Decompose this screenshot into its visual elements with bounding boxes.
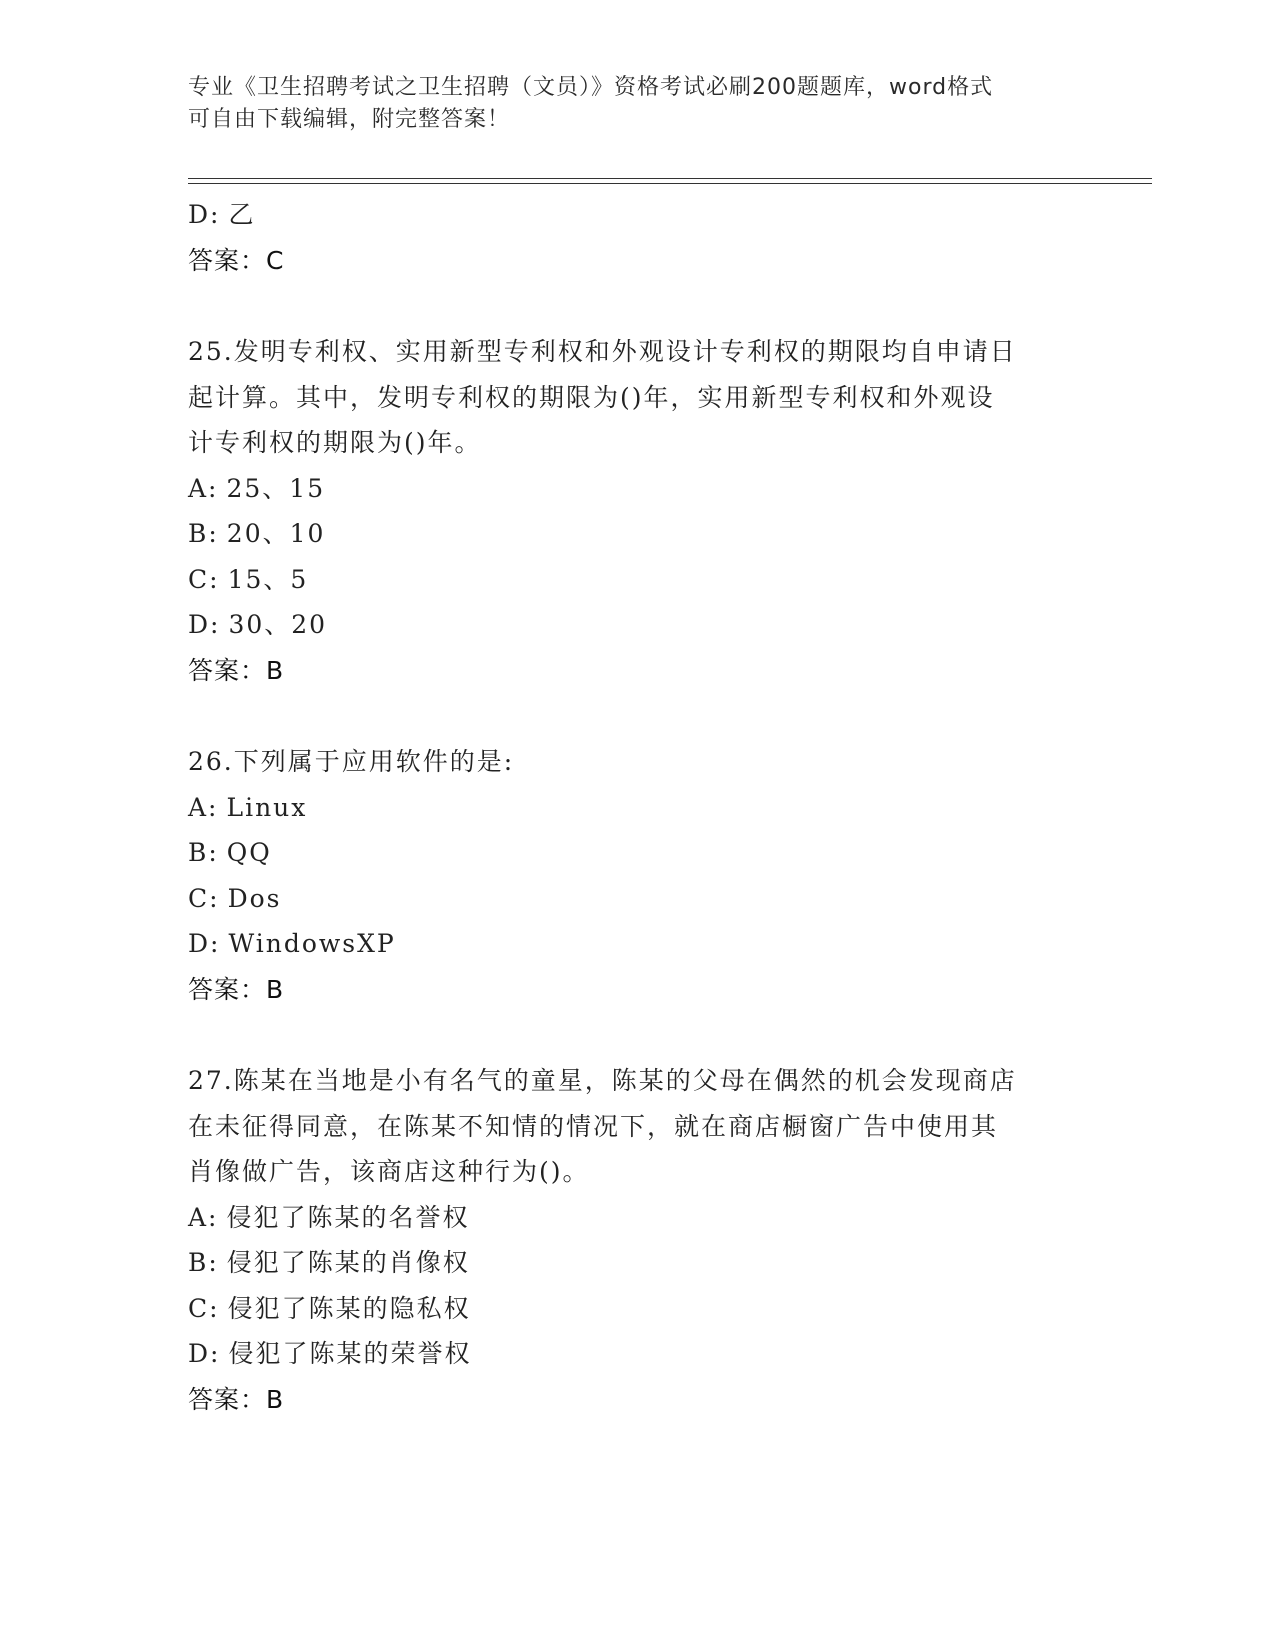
option-label: D: [188, 610, 221, 639]
question-26-option-d [188, 921, 1088, 967]
header-line-1: 专业《卫生招聘考试之卫生招聘（文员）》资格考试必刷200题题库，word格式 [188, 75, 994, 100]
question-25 [188, 329, 1088, 693]
question-25-option-b [188, 511, 1088, 557]
prev-option-d [188, 192, 1088, 238]
question-25-text-line-1: 25.发明专利权、实用新型专利权和外观设计专利权的期限均自申请日 [188, 337, 1017, 366]
question-26-option-c [188, 876, 1088, 922]
option-label: D: [188, 929, 221, 958]
question-27-option-c [188, 1286, 1088, 1332]
option-text: 侵犯了陈某的荣誉权 [228, 1339, 472, 1368]
option-text: 乙 [228, 200, 256, 229]
option-label: B: [188, 1248, 219, 1277]
option-label: A: [188, 1202, 219, 1232]
header-divider-bottom [188, 183, 1152, 184]
question-27-option-d [188, 1331, 1088, 1377]
question-26-answer: 答案：B [188, 974, 285, 1004]
question-25-option-d [188, 602, 1088, 648]
question-25-option-a [188, 466, 1088, 512]
option-label: C: [188, 564, 220, 594]
question-25-option-c [188, 557, 1088, 603]
option-label: B: [188, 838, 219, 867]
option-text: 25、15 [226, 473, 326, 503]
option-text: QQ [226, 838, 272, 867]
header-line-2: 可自由下载编辑，附完整答案！ [188, 107, 511, 132]
header-divider-top [188, 178, 1152, 179]
question-27 [188, 1058, 1088, 1422]
spacer [188, 283, 1088, 329]
option-text: 15、5 [227, 564, 309, 594]
question-27-text-line-3: 肖像做广告，该商店这种行为()。 [188, 1157, 590, 1186]
option-text: 30、20 [228, 610, 328, 639]
question-list [188, 192, 1088, 1422]
option-text: 侵犯了陈某的肖像权 [226, 1248, 470, 1277]
question-26 [188, 739, 1088, 1012]
prev-answer: 答案：C [188, 245, 285, 275]
question-25-answer: 答案：B [188, 655, 285, 685]
spacer [188, 1012, 1088, 1058]
option-label: C: [188, 1293, 220, 1323]
question-27-text-line-2: 在未征得同意，在陈某不知情的情况下，就在商店橱窗广告中使用其 [188, 1111, 999, 1141]
question-27-text-line-1: 27.陈某在当地是小有名气的童星，陈某的父母在偶然的机会发现商店 [188, 1066, 1017, 1095]
spacer [188, 693, 1088, 739]
question-26-text-line-1: 26.下列属于应用软件的是: [188, 747, 515, 776]
question-27-option-a [188, 1195, 1088, 1241]
question-27-option-b [188, 1240, 1088, 1286]
question-25-text-line-3: 计专利权的期限为()年。 [188, 428, 482, 457]
option-label: C: [188, 883, 220, 913]
question-26-option-a [188, 785, 1088, 831]
option-text: Linux [226, 792, 308, 822]
option-label: D: [188, 1339, 221, 1368]
option-label: D: [188, 200, 221, 229]
option-text: Dos [227, 883, 282, 913]
option-text: 侵犯了陈某的隐私权 [227, 1293, 471, 1323]
question-25-text-line-2: 起计算。其中，发明专利权的期限为()年，实用新型专利权和外观设 [188, 382, 995, 412]
option-label: B: [188, 519, 219, 548]
question-26-option-b [188, 830, 1088, 876]
document-header [188, 72, 1088, 136]
option-label: A: [188, 473, 219, 503]
option-text: 20、10 [226, 519, 326, 548]
question-27-answer: 答案：B [188, 1384, 285, 1414]
option-text: 侵犯了陈某的名誉权 [226, 1202, 470, 1232]
option-label: A: [188, 792, 219, 822]
option-text: WindowsXP [228, 929, 396, 958]
